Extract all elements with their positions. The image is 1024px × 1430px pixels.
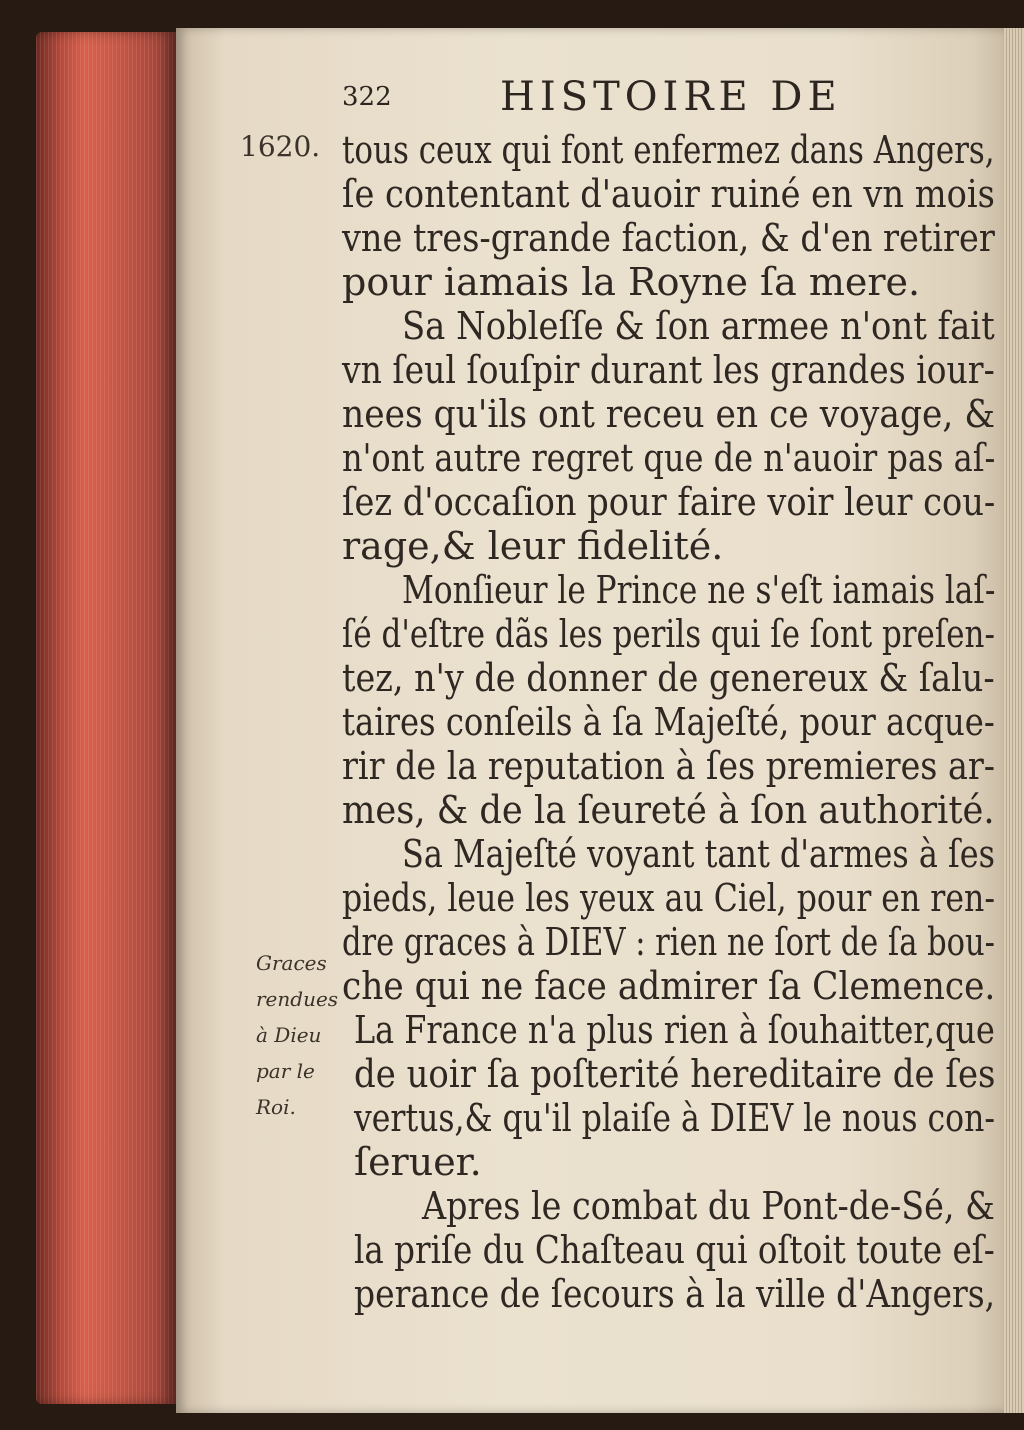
margin-year: 1620.: [240, 130, 321, 163]
text-line: mes, & de la ſeureté à ſon authorité.: [342, 788, 995, 832]
text-line: Sa Majeſté voyant tant d'armes à ſes: [402, 832, 996, 876]
running-head: HISTOIRE DE: [500, 74, 842, 120]
margin-note-line: Graces: [256, 951, 327, 975]
text-line: che qui ne face admirer ſa Clemence.: [342, 964, 996, 1008]
text-line: pieds, leue les yeux au Ciel, pour en ren-: [342, 876, 995, 920]
page-stack-right-edge: [1004, 28, 1024, 1413]
page-number: 322: [342, 82, 392, 112]
text-line: taires conſeils à ſa Majeſté, pour acque-: [342, 700, 995, 744]
text-line: perance de ſecours à la ville d'Angers,: [354, 1272, 996, 1316]
text-line: n'ont autre regret que de n'auoir pas aſ-: [342, 436, 996, 480]
margin-note-line: à Dieu: [256, 1023, 322, 1047]
text-line: Apres le combat du Pont-de-Sé, &: [422, 1184, 995, 1228]
text-line: dre graces à DIEV : rien ne ſort de ſa bou-: [342, 920, 995, 964]
page-header: [0, 70, 1024, 130]
page-block-edge: [36, 32, 176, 1404]
text-line: pour iamais la Royne ſa mere.: [342, 260, 921, 304]
text-line: vne tres-grande faction, & d'en retirer: [342, 216, 995, 260]
text-line: rage,& leur fidelité.: [342, 524, 724, 568]
text-line: de uoir ſa poſterité hereditaire de ſes: [354, 1052, 996, 1096]
text-line: tous ceux qui font enfermez dans Angers,: [342, 128, 995, 172]
text-line: ſé d'eſtre dãs les perils qui ſe ſont preſen-: [342, 612, 995, 656]
text-line: ſez d'occaſion pour faire voir leur cou-: [342, 480, 996, 524]
text-line: La France n'a plus rien à ſouhaitter,que: [354, 1008, 995, 1052]
text-line: vertus,& qu'il plaiſe à DIEV le nous con-: [354, 1096, 995, 1140]
text-line: la priſe du Chaſteau qui oſtoit toute eſ-: [354, 1228, 995, 1272]
text-line: tez, n'y de donner de genereux & ſalu-: [342, 656, 995, 700]
text-line: rir de la reputation à ſes premieres ar-: [342, 744, 995, 788]
text-line: ſe contentant d'auoir ruiné en vn mois: [342, 172, 995, 216]
text-line: Monſieur le Prince ne s'eſt iamais laſ-: [402, 568, 996, 612]
text-line: Sa Nobleſſe & ſon armee n'ont fait: [402, 304, 995, 348]
text-line: nees qu'ils ont receu en ce voyage, &: [342, 392, 995, 436]
text-line: vn ſeul ſouſpir durant les grandes iour-: [342, 348, 995, 392]
margin-note-line: Roi.: [256, 1095, 296, 1119]
text-line: ſeruer.: [354, 1140, 482, 1184]
margin-note: [256, 945, 338, 1125]
margin-note-line: par le: [256, 1059, 315, 1083]
margin-note-line: rendues: [256, 987, 339, 1011]
